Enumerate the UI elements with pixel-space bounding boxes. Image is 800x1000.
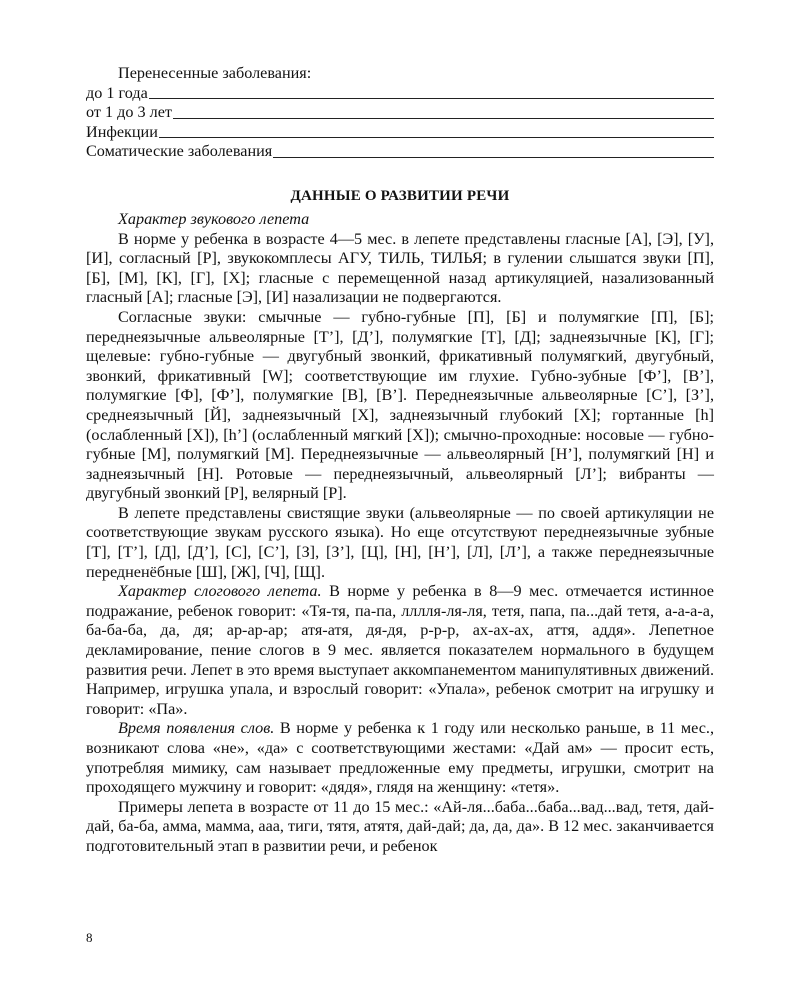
history-title: Перенесенные заболевания:: [118, 64, 312, 82]
paragraph-lead: Время появления слов.: [118, 719, 275, 738]
subtitle-babble: Характер звукового лепета: [118, 209, 310, 228]
paragraph-syllabic-babble: [86, 582, 714, 719]
history-line-label: от 1 до 3 лет: [86, 103, 172, 122]
paragraph-vowels: В норме у ребенка в возрасте 4—5 мес. в лепете представлены гласные [А], [Э], [У], [И], согласный [Р], звукокомплесы АГУ, ТИЛЬ, ТИЛЬЯ; в гулении слышатся звуки [П], [Б], [М], [К], [Г], [X]; гласные с перемещенной назад артикуляцией, назализованный гласный [А]; гласные [Э], [И] назализации не подвергаются.: [86, 229, 714, 307]
page-number: 8: [86, 930, 93, 945]
history-line-somatic[interactable]: [86, 142, 714, 162]
history-line-label: Инфекции: [86, 122, 158, 141]
paragraph-babble-examples: Примеры лепета в возрасте от 11 до 15 мес.: «Ай-ля...баба...баба...вад...вад, тетя, дай-дай, ба-ба, амма, мамма, ааа, тиги, тятя, атятя, дай-дай; да, да, да». В 12 мес. заканчивается подготовительный этап в развитии речи, и ребенок: [86, 797, 714, 855]
paragraph-body: В норме у ребенка к 1 году или несколько раньше, в 11 мес., возникают слова «не», «да» с соответствующими жестами: «Дай ам» — просит есть, употребляя мимику, сам называет предложенные ему предметы, игрушки, смотрит на проходящего мужчину и говорит: «дядя», глядя на женщину: «тетя».: [86, 719, 714, 797]
history-line-toddler[interactable]: [86, 103, 714, 123]
history-line-infant[interactable]: [86, 84, 714, 104]
history-line-infections[interactable]: [86, 123, 714, 143]
history-line-label: Соматические заболевания: [86, 142, 273, 161]
paragraph-consonants: Согласные звуки: смычные — губно-губные [П], [Б] и полумягкие [П], [Б]; переднеязычные альвеолярные [Т’], [Д’], полумягкие [Т], [Д]; заднеязычные [К], [Г]; щелевые: губно-губные — двугубный звонкий, фрикативный полумягкий, двугубный, звонкий, фрикативный [W]; соответствующие им глухие. Губно-зубные [Ф’], [В’], полумягкие [Ф], [Ф’], полумягкие [В], [В’]. Переднеязычные альвеолярные [С’], [З’], среднеязычный [Й], заднеязычный [X], заднеязычный глубокий [X]; гортанные [h] (ослабленный [X]), [h’] (ослабленный мягкий [X]); смычно-проходные: носовые — губно-губные [М], полумягкий [М]. Переднеязычные — альвеолярный [Н’], полумягкий [Н] и заднеязычный [Н]. Ротовые — переднеязычный, альвеолярный [Л’]; вибранты — двугубный звонкий [Р], велярный [Р].: [86, 307, 714, 503]
paragraph-whistling: В лепете представлены свистящие звуки (альвеолярные — по своей артикуляции не соответствующие звукам русского языка). Но еще отсутствуют переднеязычные зубные [Т], [Т’], [Д], [Д’], [С], [С’], [З], [З’], [Ц], [Н], [Н’], [Л], [Л’], а также переднеязычные передненёбные [Ш], [Ж], [Ч], [Щ].: [86, 503, 714, 581]
fill-rule: [273, 157, 714, 158]
document-page: [86, 64, 714, 857]
section-title: ДАННЫЕ О РАЗВИТИИ РЕЧИ: [290, 187, 510, 204]
paragraph-lead: Характер слогового лепета.: [118, 582, 322, 601]
fill-rule: [173, 118, 714, 119]
fill-rule: [149, 98, 714, 99]
paragraph-body: В норме у ребенка в 8—9 мес. отмечается истинное подражание, ребенок говорит: «Тя-тя, па-па, лллля-ля-ля, тетя, папа, па...дай тетя, а-а-а-а, ба-ба-ба, да, дя; ар-ар-ар; атя-атя, дя-дя, р-р-р, ах-ах-ах, аття, аддя». Лепетное декламирование, пение слогов в 9 мес. является показателем нормального в будущем развития речи. Лепет в это время выступает аккомпанементом манипулятивных движений. Например, игрушка упала, и взрослый говорит: «Упала», ребенок смотрит на игрушку и говорит: «Па».: [86, 582, 714, 718]
history-line-label: до 1 года: [86, 83, 148, 102]
paragraph-first-words: [86, 719, 714, 797]
fill-rule: [159, 137, 714, 138]
